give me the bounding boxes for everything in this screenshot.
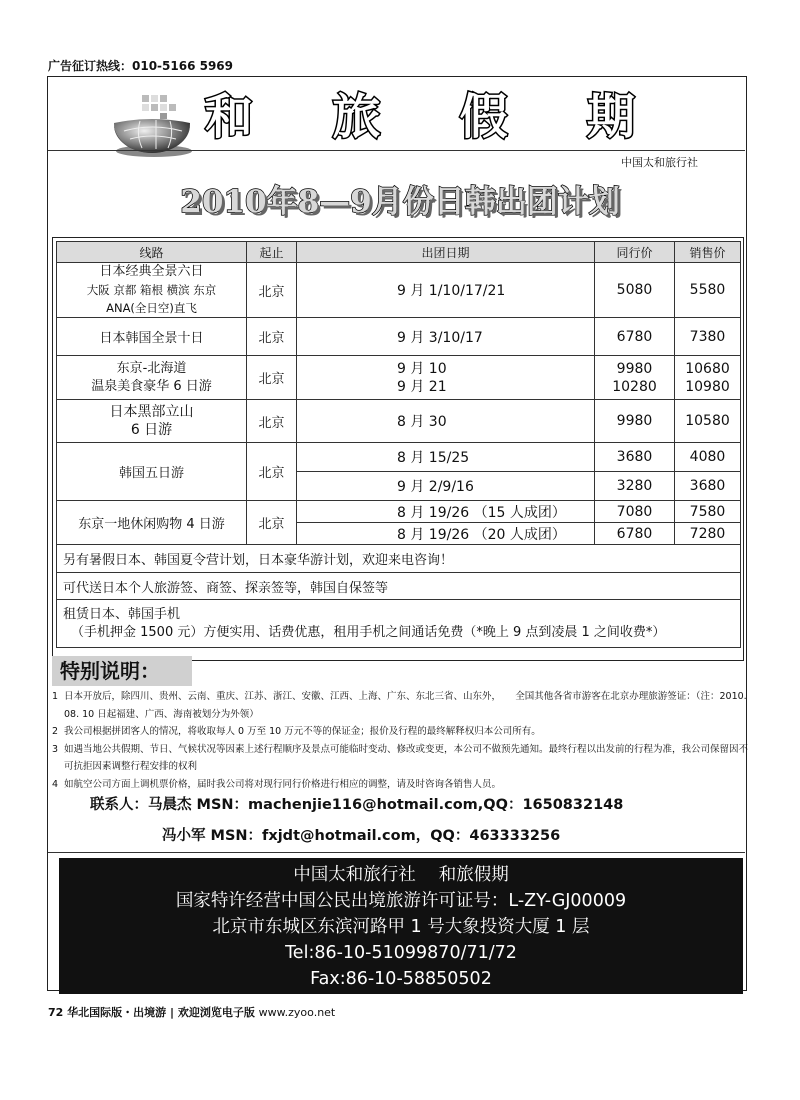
- date-cell: 9 月 1/10/17/21: [297, 263, 595, 318]
- date-cell: 9 月 10 9 月 21: [297, 356, 595, 400]
- trade-price-cell: 9980: [595, 400, 675, 443]
- footer-url[interactable]: www.zyoo.net: [258, 1006, 336, 1019]
- route-cell: 日本韩国全景十日: [57, 318, 247, 356]
- trade-price-cell: 7080: [595, 501, 675, 523]
- date-cell: 9 月 3/10/17: [297, 318, 595, 356]
- start-cell: 北京: [247, 400, 297, 443]
- table-row: [57, 263, 741, 318]
- table-row: [57, 318, 741, 356]
- table-row: [57, 443, 741, 472]
- trade-price-cell: 3280: [595, 472, 675, 501]
- route-cell: 日本黑部立山 6 日游: [57, 400, 247, 443]
- brand-char: 旅: [332, 89, 381, 145]
- sale-price-cell: 7380: [675, 318, 741, 356]
- trade-price-cell: 9980 10280: [595, 356, 675, 400]
- tel-line: Tel:86-10-51099870/71/72: [285, 943, 517, 963]
- col-sale-price: 销售价: [675, 242, 741, 263]
- list-item: 4 如航空公司方面上调机票价格，届时我公司将对现行同行价格进行相应的调整，请及时咨询各销售人员。: [52, 778, 502, 790]
- address-line: 北京市东城区东滨河路甲 1 号大象投资大厦 1 层: [212, 917, 590, 937]
- route-cell: 日本经典全景六日 大阪 京都 箱根 横滨 东京 ANA(全日空)直飞: [57, 263, 247, 318]
- start-cell: 北京: [247, 263, 297, 318]
- note-phone-rental: 租赁日本、韩国手机 （手机押金 1500 元）方便实用、话费优惠，租用手机之间通话免费（*晚上 9 点到凌晨 1 之间收费*）: [57, 600, 741, 648]
- sale-price-cell: 10580: [675, 400, 741, 443]
- brand-char: 期: [586, 89, 635, 145]
- plan-title: 2010年8—9月份日韩出团计划: [180, 184, 620, 220]
- start-cell: 北京: [247, 356, 297, 400]
- date-cell: 8 月 15/25: [297, 443, 595, 472]
- trade-price-cell: 6780: [595, 523, 675, 545]
- route-cell: 东京一地休闲购物 4 日游: [57, 501, 247, 545]
- sale-price-cell: 10680 10980: [675, 356, 741, 400]
- date-cell: 9 月 2/9/16: [297, 472, 595, 501]
- date-cell: 8 月 19/26 （15 人成团）: [297, 501, 595, 523]
- date-cell: 8 月 30: [297, 400, 595, 443]
- special-notes-title: 特别说明：: [52, 656, 192, 686]
- sale-price-cell: 7280: [675, 523, 741, 545]
- tour-schedule-table: [52, 237, 744, 661]
- table-row: [57, 400, 741, 443]
- col-dates: 出团日期: [297, 242, 595, 263]
- brand-char: 假: [459, 89, 508, 145]
- table-row: [57, 545, 741, 573]
- fax-line: Fax:86-10-58850502: [310, 969, 492, 989]
- agency-name: 中国太和旅行社: [621, 156, 698, 169]
- sale-price-cell: 3680: [675, 472, 741, 501]
- start-cell: 北京: [247, 318, 297, 356]
- brand-char: 和: [205, 89, 254, 145]
- list-item: 1 日本开放后，除四川、贵州、云南、重庆、江苏、浙江、安徽、江西、上海、广东、东北三省、山东外， 全国其他各省市游客在北京办理旅游签证：（注：2010. 08. 10 日起福建、广西、海南被划分为外领）: [52, 691, 747, 720]
- agency-info-box: [59, 858, 743, 994]
- sale-price-cell: 4080: [675, 443, 741, 472]
- table-row: [57, 573, 741, 600]
- special-notes-list: [52, 688, 752, 793]
- list-item: 2 我公司根据拼团客人的情况，将收取每人 0 万至 10 万元不等的保证金；报价及行程的最终解释权归本公司所有。: [52, 726, 541, 737]
- sale-price-cell: 7580: [675, 501, 741, 523]
- ad-hotline: 广告征订热线：010-5166 5969: [48, 59, 234, 73]
- route-cell: 韩国五日游: [57, 443, 247, 501]
- date-cell: 8 月 19/26 （20 人成团）: [297, 523, 595, 545]
- sale-price-cell: 5580: [675, 263, 741, 318]
- contact-line: 联系人：马晨杰 MSN：machenjie116@hotmail.com,QQ：1650832148: [90, 797, 624, 813]
- table-row: [57, 600, 741, 648]
- header-divider: [48, 150, 745, 151]
- list-item: 3 如遇当地公共假期、节日、气候状况等因素上述行程顺序及景点可能临时变动、修改或变更，本公司不做预先通知。最终行程以出发前的行程为准，我公司保留因不可抗拒因素调整行程安排的权利: [52, 743, 749, 772]
- route-cell: 东京-北海道 温泉美食豪华 6 日游: [57, 356, 247, 400]
- footer-divider: [48, 852, 745, 853]
- col-trade-price: 同行价: [595, 242, 675, 263]
- col-route: 线路: [57, 242, 247, 263]
- note-summer-camp: 另有暑假日本、韩国夏令营计划，日本豪华游计划，欢迎来电咨询！: [57, 545, 741, 573]
- note-visa-service: 可代送日本个人旅游签、商签、探亲签等，韩国自保签等: [57, 573, 741, 600]
- brand-title: [205, 88, 635, 146]
- col-start: 起止: [247, 242, 297, 263]
- table-header-row: [57, 242, 741, 263]
- start-cell: 北京: [247, 443, 297, 501]
- license-line: 国家特许经营中国公民出境旅游许可证号：L-ZY-GJ00009: [175, 891, 627, 911]
- table-row: [57, 501, 741, 523]
- agency-line: 中国太和旅行社 和旅假期: [293, 865, 509, 885]
- trade-price-cell: 6780: [595, 318, 675, 356]
- page-footer: 72 华北国际版・出境游 | 欢迎浏览电子版 www.zyoo.net: [48, 1006, 336, 1019]
- trade-price-cell: 3680: [595, 443, 675, 472]
- trade-price-cell: 5080: [595, 263, 675, 318]
- start-cell: 北京: [247, 501, 297, 545]
- table-row: [57, 356, 741, 400]
- contact-line: 冯小军 MSN：fxjdt@hotmail.com，QQ：463333256: [162, 828, 561, 844]
